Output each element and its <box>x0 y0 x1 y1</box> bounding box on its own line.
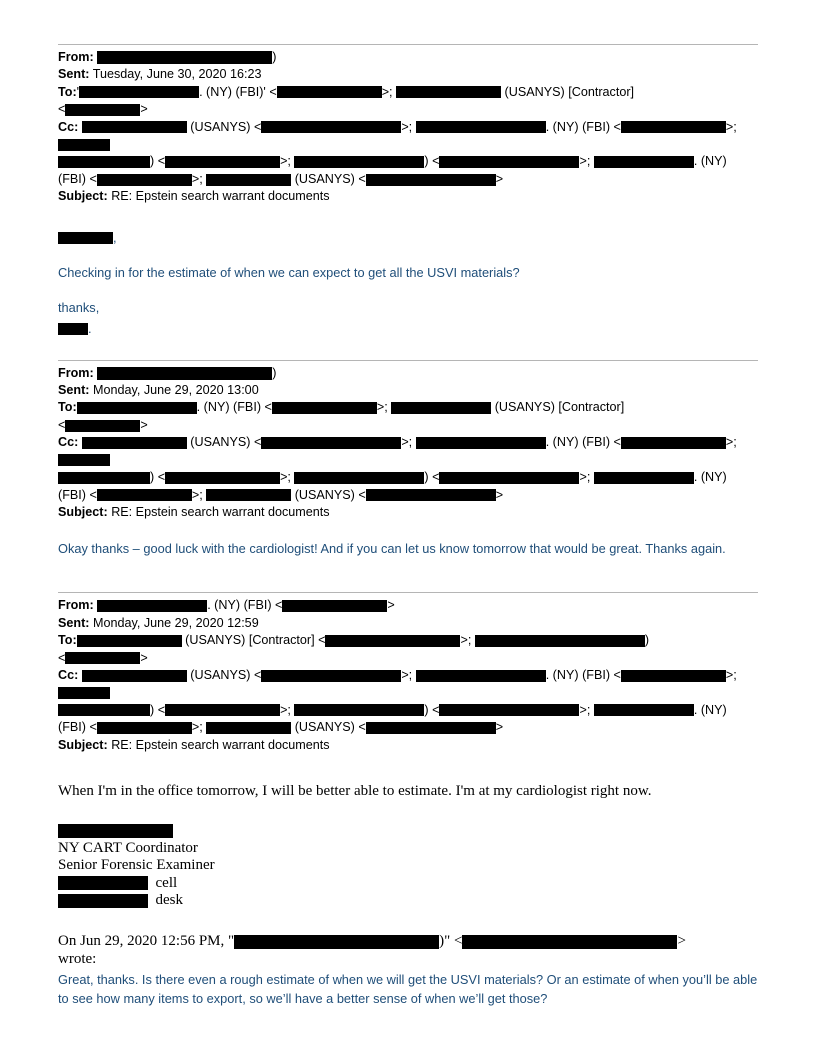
redaction-block <box>58 232 113 244</box>
redaction-block <box>261 121 401 133</box>
body-closing: thanks, <box>58 299 100 315</box>
redaction-block <box>621 670 726 682</box>
signature-contact-cell <box>58 875 758 893</box>
redaction-block <box>165 472 280 484</box>
redaction-block <box>621 437 726 449</box>
redaction-block <box>416 437 546 449</box>
contact-label: desk <box>155 892 183 909</box>
redaction-block <box>462 935 677 949</box>
redaction-block <box>206 489 291 501</box>
signature-contact-desk <box>58 892 758 910</box>
redaction-block <box>594 472 694 484</box>
from-line <box>58 365 758 382</box>
from-trailing: ) <box>272 365 277 380</box>
redaction-block <box>82 437 187 449</box>
from-label: From: <box>58 598 94 613</box>
greeting-punct: , <box>113 229 117 245</box>
subject-value: RE: Epstein search warrant documents <box>111 737 330 752</box>
from-line: From: . (NY) (FBI) < > <box>58 598 395 613</box>
cc-line: Cc: (USANYS) < >; . (NY) (FBI) < >; ) < >; ) < >; . (NY) (FBI) < >; (USANYS) < > <box>58 119 737 186</box>
redaction-block <box>77 402 197 414</box>
quote-prefix: On Jun 29, 2020 12:56 PM, " <box>58 932 235 949</box>
redaction-block <box>594 156 694 168</box>
redaction-block <box>325 635 460 647</box>
email-message-2 <box>58 360 758 593</box>
sent-line <box>58 615 758 632</box>
signature-line <box>58 319 758 338</box>
redaction-block <box>439 156 579 168</box>
redaction-block <box>416 121 546 133</box>
cc-label: Cc: <box>58 667 79 682</box>
from-trailing: ) <box>272 50 277 64</box>
subject-label: Subject: <box>58 737 108 752</box>
to-line: To: . (NY) (FBI) < >; (USANYS) [Contractor] < > <box>58 400 625 432</box>
redaction-block <box>82 670 187 682</box>
redaction-block <box>261 670 401 682</box>
redaction-block <box>165 156 280 168</box>
redaction-block <box>97 600 207 612</box>
redaction-block <box>76 84 199 99</box>
signature-title-2: Senior Forensic Examiner <box>58 857 215 874</box>
redaction-block <box>272 402 377 414</box>
cc-label: Cc: <box>58 435 79 450</box>
redaction-block <box>294 472 424 484</box>
redaction-block <box>58 156 150 168</box>
signature-title-1: NY CART Coordinator <box>58 839 198 856</box>
redaction-block <box>594 704 694 716</box>
redaction-block <box>97 367 272 380</box>
sent-label: Sent: <box>58 615 90 630</box>
redaction-block <box>621 121 726 133</box>
redaction-block <box>58 472 150 484</box>
redaction-block <box>58 876 148 890</box>
subject-value: RE: Epstein search warrant documents <box>111 504 330 519</box>
redaction-block <box>58 894 148 908</box>
redaction-block <box>366 174 496 186</box>
sent-line <box>58 382 758 399</box>
sent-label: Sent: <box>58 383 90 398</box>
contact-label: cell <box>155 874 178 891</box>
email-message-1 <box>58 44 758 360</box>
redaction-block <box>97 174 192 186</box>
redaction-block <box>439 704 579 716</box>
redaction-block <box>165 704 280 716</box>
redaction-block <box>65 652 140 664</box>
greeting-line <box>58 228 758 247</box>
sent-value: Monday, June 29, 2020 12:59 <box>92 615 259 630</box>
redaction-block <box>58 824 173 838</box>
redaction-block <box>366 722 496 734</box>
quote-middle: )" < <box>439 932 463 949</box>
to-line: To: (USANYS) [Contractor] < >; ) < > <box>58 633 650 665</box>
quote-suffix: > <box>677 932 686 949</box>
sent-value: Tuesday, June 30, 2020 16:23 <box>92 67 262 82</box>
from-line <box>58 49 758 66</box>
subject-label: Subject: <box>58 189 108 204</box>
quote-attribution <box>58 932 758 950</box>
redaction-block <box>396 86 501 98</box>
redaction-block <box>58 687 110 699</box>
sent-value: Monday, June 29, 2020 13:00 <box>92 383 259 398</box>
redaction-block <box>294 156 424 168</box>
subject-label: Subject: <box>58 504 108 519</box>
sent-line <box>58 66 758 83</box>
subject-value: RE: Epstein search warrant documents <box>111 189 330 204</box>
cc-line: Cc: (USANYS) < >; . (NY) (FBI) < >; ) < >; ) < >; . (NY) (FBI) < >; (USANYS) < > <box>58 435 737 502</box>
redaction-block <box>77 635 182 647</box>
to-line: To:' . (NY) (FBI)' < >; (USANYS) [Contractor] < > <box>58 84 635 117</box>
redaction-block <box>475 635 645 647</box>
to-label: To: <box>58 400 77 415</box>
message-separator <box>58 360 758 361</box>
redaction-block <box>97 489 192 501</box>
redaction-block <box>65 420 140 432</box>
redaction-block <box>58 704 150 716</box>
redaction-block <box>58 323 88 335</box>
to-label: To: <box>58 84 77 99</box>
from-label: From: <box>58 50 94 64</box>
sent-label: Sent: <box>58 67 90 82</box>
cc-label: Cc: <box>58 119 79 134</box>
redaction-block <box>261 437 401 449</box>
subject-line <box>58 737 758 754</box>
message-separator <box>58 592 758 593</box>
redaction-block <box>206 722 291 734</box>
redaction-block <box>97 51 272 64</box>
redaction-block <box>294 704 424 716</box>
redaction-block <box>416 670 546 682</box>
signoff-punct: . <box>88 320 92 336</box>
redaction-block <box>234 935 439 949</box>
body-paragraph: When I'm in the office tomorrow, I will be better able to estimate. I'm at my cardiologist right now. <box>58 782 652 799</box>
from-label: From: <box>58 365 94 380</box>
subject-line <box>58 188 758 205</box>
redaction-block <box>58 139 110 151</box>
message-separator <box>58 44 758 45</box>
to-prefix-quote: ' <box>76 84 80 99</box>
redaction-block <box>58 454 110 466</box>
to-label: To: <box>58 633 77 648</box>
signature-name <box>58 822 758 840</box>
cc-line: Cc: (USANYS) < >; . (NY) (FBI) < >; ) < >; ) < >; . (NY) (FBI) < >; (USANYS) < > <box>58 667 737 735</box>
body-paragraph: Checking in for the estimate of when we can expect to get all the USVI materials? <box>58 264 520 280</box>
redaction-block <box>366 489 496 501</box>
redaction-block <box>206 174 291 186</box>
quote-attribution-wrote: wrote: <box>58 950 97 967</box>
email-message-3 <box>58 592 758 1008</box>
redaction-block <box>82 121 187 133</box>
quoted-body-text: Great, thanks. Is there even a rough estimate of when we will get the USVI materials? Or an estimate of when you’ll be able to see how many items to export, so we’ll have a better sense of when we’ll get those? <box>58 971 758 1006</box>
redaction-block <box>65 104 140 116</box>
redaction-block <box>97 722 192 734</box>
redaction-block <box>439 472 579 484</box>
redaction-block <box>282 600 387 612</box>
redaction-block <box>277 86 382 98</box>
body-paragraph: Okay thanks – good luck with the cardiologist! And if you can let us know tomorrow that would be great. Thanks again. <box>58 541 726 557</box>
redaction-block <box>391 402 491 414</box>
subject-line <box>58 504 758 521</box>
